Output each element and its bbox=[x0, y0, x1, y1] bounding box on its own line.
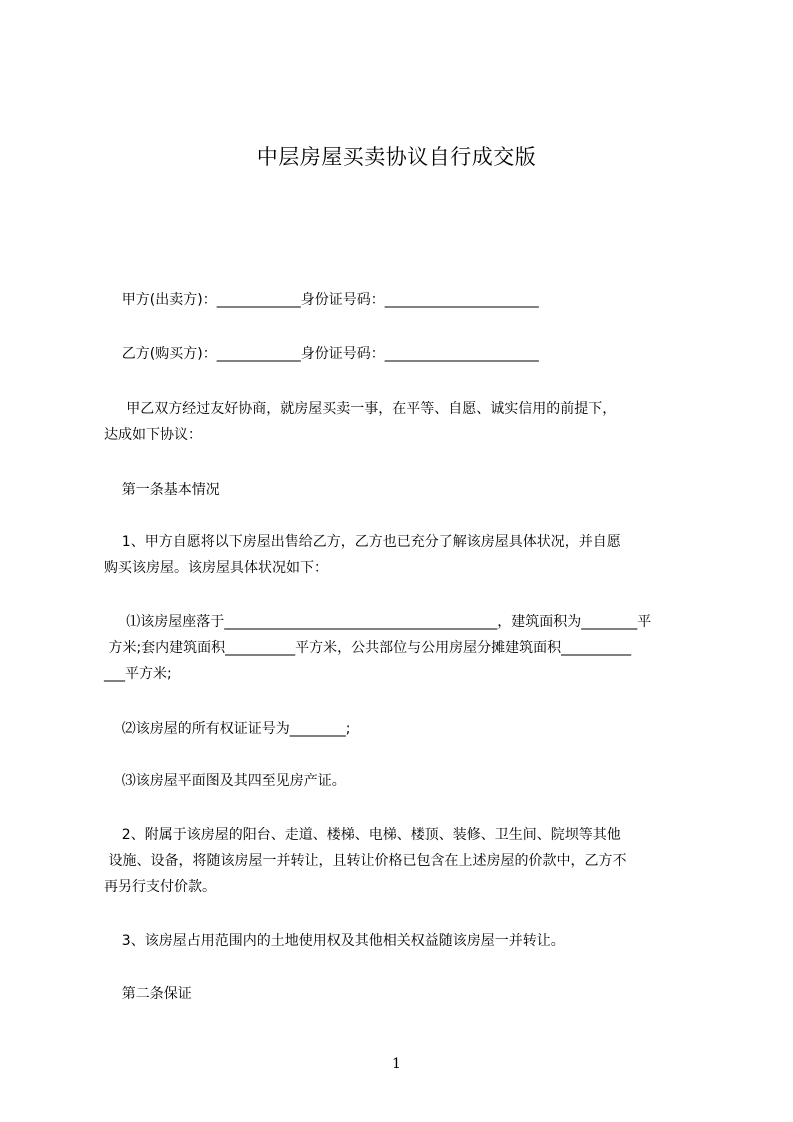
item-3-line: ⑶该房屋平面图及其四至见房产证。 bbox=[104, 773, 346, 789]
clause-2-line-3: 再另行支付价款。 bbox=[104, 879, 216, 895]
party-b-line: 乙方(购买方)：____________身份证号码：______________________ bbox=[104, 346, 539, 362]
clause-3-line: 3、该房屋占用范围内的土地使用权及其他相关权益随该房屋一并转让。 bbox=[104, 933, 565, 949]
item-2-line: ⑵该房屋的所有权证证号为________; bbox=[104, 721, 351, 737]
item-1-line-3: ___平方米; bbox=[104, 666, 172, 682]
document-title: 中层房屋买卖协议自行成交版 bbox=[256, 145, 537, 169]
article-2-heading: 第二条保证 bbox=[104, 986, 192, 1002]
clause-2-line-2: 设施、设备，将随该房屋一并转让，且转让价格已包含在上述房屋的价款中，乙方不 bbox=[104, 853, 627, 869]
intro-line-2: 达成如下协议： bbox=[104, 427, 202, 443]
clause-1-line-1: 1、甲方自愿将以下房屋出售给乙方，乙方也已充分了解该房屋具体状况，并自愿 bbox=[104, 534, 621, 550]
clause-2-line-1: 2、附属于该房屋的阳台、走道、楼梯、电梯、楼顶、装修、卫生间、院坝等其他 bbox=[104, 827, 621, 843]
intro-line-1: 甲乙双方经过友好协商，就房屋买卖一事，在平等、自愿、诚实信用的前提下， bbox=[104, 401, 617, 417]
article-1-heading: 第一条基本情况 bbox=[104, 482, 220, 498]
clause-1-line-2: 购买该房屋。该房屋具体状况如下： bbox=[104, 560, 328, 576]
page-number: 1 bbox=[392, 1056, 401, 1072]
item-1-line-1: ⑴该房屋座落于_______________________________________，建筑面积为________平 bbox=[104, 614, 652, 630]
party-a-line: 甲方(出卖方)：____________身份证号码：______________________ bbox=[104, 292, 539, 308]
item-1-line-2: 方米;套内建筑面积__________平方米，公共部位与公用房屋分摊建筑面积__________ bbox=[104, 640, 632, 656]
